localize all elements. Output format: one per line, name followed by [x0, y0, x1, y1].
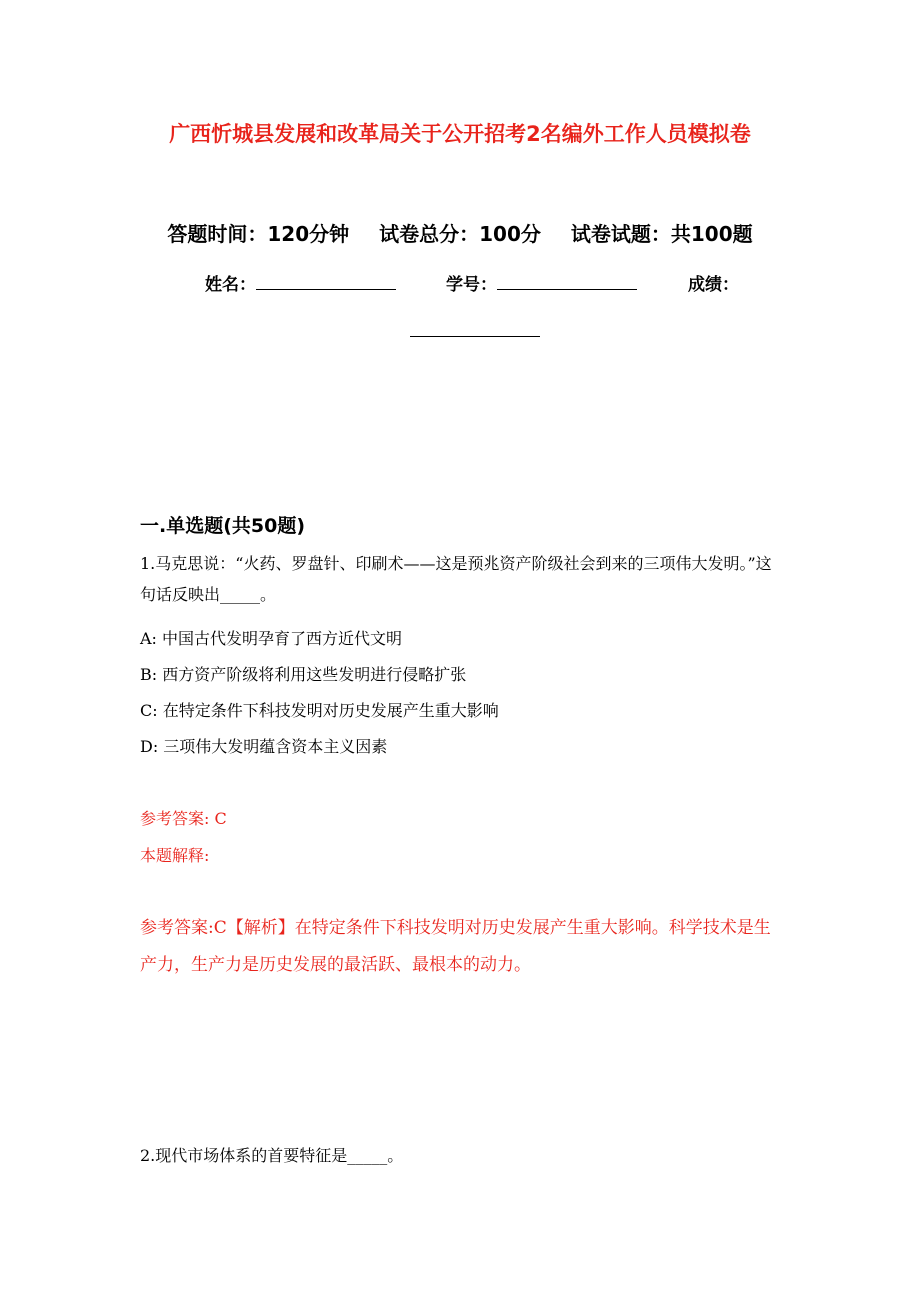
student-id-label: 学号： [446, 275, 497, 295]
score-blank [410, 336, 540, 337]
exam-time: 答题时间：120分钟 [167, 222, 350, 246]
question-1-stem: 1.马克思说：“火药、罗盘针、印刷术——这是预兆资产阶级社会到来的三项伟大发明。”这句话反映出_____。 [140, 554, 772, 604]
section-title: 一.单选题(共50题) [140, 515, 306, 537]
student-id-field [446, 270, 637, 295]
question-1-option-a: A: 中国古代发明孕育了西方近代文明 [140, 629, 403, 648]
exam-info-row [0, 218, 920, 247]
score-label: 成绩： [688, 275, 739, 295]
question-1-explanation: 参考答案:C【解析】在特定条件下科技发明对历史发展产生重大影响。科学技术是生产力，生产力是历史发展的最活跃、最根本的动力。 [140, 918, 771, 975]
total-score: 试卷总分：100分 [379, 222, 541, 246]
question-2-stem: 2.现代市场体系的首要特征是_____。 [140, 1146, 404, 1165]
name-label: 姓名： [205, 275, 256, 295]
total-questions: 试卷试题：共100题 [570, 222, 753, 246]
score-field [688, 270, 739, 295]
student-id-blank [497, 275, 637, 290]
question-1-option-d: D: 三项伟大发明蕴含资本主义因素 [140, 737, 388, 756]
name-blank [256, 275, 396, 290]
document-title: 广西忻城县发展和改革局关于公开招考2名编外工作人员模拟卷 [169, 122, 751, 146]
question-1-explanation-label: 本题解释: [140, 846, 210, 865]
question-1-option-c: C: 在特定条件下科技发明对历史发展产生重大影响 [140, 701, 499, 720]
question-1-option-b: B: 西方资产阶级将利用这些发明进行侵略扩张 [140, 665, 467, 684]
question-1-answer: 参考答案: C [140, 809, 227, 828]
name-field [205, 270, 396, 295]
